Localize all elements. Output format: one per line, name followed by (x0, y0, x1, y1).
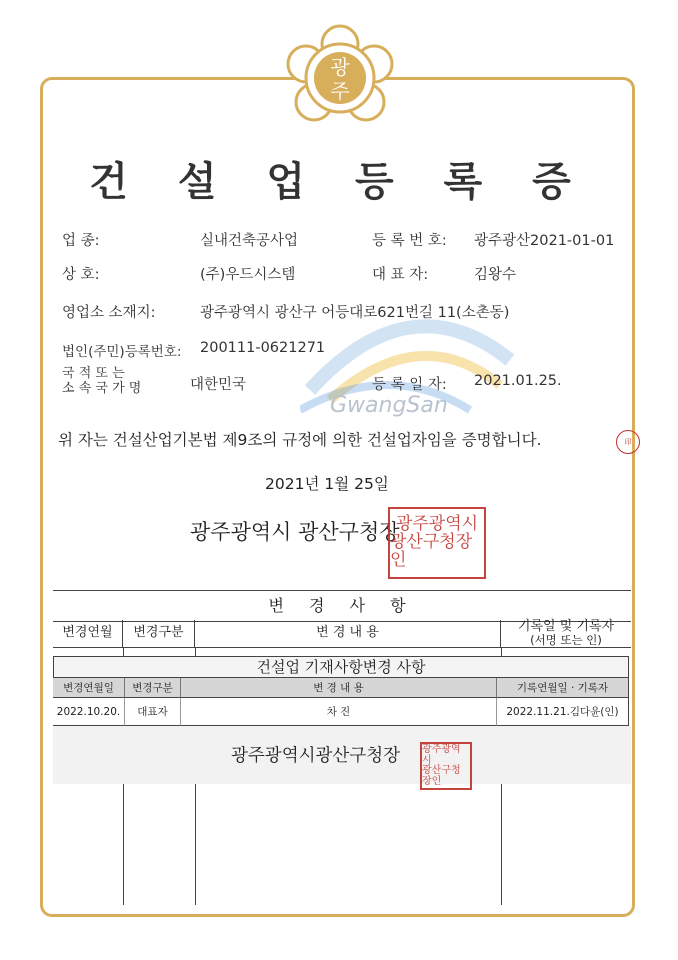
gwangju-emblem-icon (280, 22, 400, 132)
inner-cell-record: 2022.11.21.김다윤(인) (497, 698, 629, 726)
reg-date-label: 등 록 일 자: (372, 377, 447, 393)
inner-cell-content: 차 진 (181, 698, 497, 726)
attached-change-record (53, 656, 631, 784)
inner-issuer-name: 광주광역시광산구청장 (231, 746, 401, 766)
inner-cell-type: 대표자 (125, 698, 181, 726)
inner-header-type: 변경구분 (125, 678, 181, 698)
header-record-line2: (서명 또는 인) (530, 633, 602, 648)
reg-no-value: 광주광산2021-01-01 (474, 233, 615, 249)
small-stamp-icon: 印 (616, 430, 640, 454)
header-change-content: 변 경 내 용 (195, 620, 501, 648)
nationality-label (62, 366, 141, 396)
corp-no-label: 법인(주민)등록번호: (62, 344, 182, 360)
certification-statement: 위 자는 건설산업기본법 제9조의 규정에 의한 건설업자임을 증명합니다. (58, 431, 542, 449)
nationality-label-line1: 국 적 또 는 (62, 366, 125, 381)
reg-no-label: 등 록 번 호: (372, 233, 447, 249)
address-value: 광주광역시 광산구 어등대로621번길 11(소촌동) (200, 305, 510, 321)
changes-title: 변 경 사 항 (53, 590, 631, 622)
header-record-line1: 기록일 및 기록자 (517, 619, 615, 635)
header-change-type: 변경구분 (123, 620, 195, 648)
corp-no-value: 200111-0621271 (200, 340, 326, 356)
inner-title: 건설업 기재사항변경 사항 (53, 656, 629, 678)
seal-line1: 광주광역시 (395, 514, 479, 535)
nationality-label-line2: 소 속 국 가 명 (62, 381, 142, 396)
rep-label: 대 표 자: (372, 267, 429, 283)
emblem-text-top: 광 (330, 55, 350, 79)
seal-small-line1: 광주광역시 (422, 744, 461, 766)
company-value: (주)우드시스템 (200, 267, 296, 283)
inner-cell-date: 2022.10.20. (53, 698, 125, 726)
rep-value: 김왕수 (474, 267, 517, 283)
seal-line2: 광산구청장인 (390, 532, 473, 570)
official-seal-small (420, 742, 472, 790)
nationality-value: 대한민국 (190, 377, 247, 393)
seal-small-line2: 광산구청장인 (422, 765, 461, 787)
industry-value: 실내건축공사업 (200, 233, 299, 249)
reg-date-value: 2021.01.25. (474, 373, 562, 389)
header-record (501, 620, 631, 648)
address-label: 영업소 소재지: (62, 305, 156, 321)
official-seal (388, 507, 486, 579)
changes-section (53, 590, 631, 905)
header-change-month: 변경연월 (53, 620, 123, 648)
document-title: 건 설 업 등 록 증 (89, 159, 589, 205)
watermark-text: GwangSan (330, 393, 448, 418)
inner-issuer-block (53, 726, 631, 784)
issue-date: 2021년 1월 25일 (265, 475, 389, 493)
industry-label: 업 종: (62, 233, 100, 249)
emblem-text-bottom: 주 (330, 79, 350, 103)
inner-header-record: 기록연월일 · 기록자 (497, 678, 629, 698)
issuer-name: 광주광역시 광산구청장 (190, 520, 400, 544)
inner-header-content: 변 경 내 용 (181, 678, 497, 698)
inner-header-date: 변경연월일 (53, 678, 125, 698)
company-label: 상 호: (62, 267, 100, 283)
